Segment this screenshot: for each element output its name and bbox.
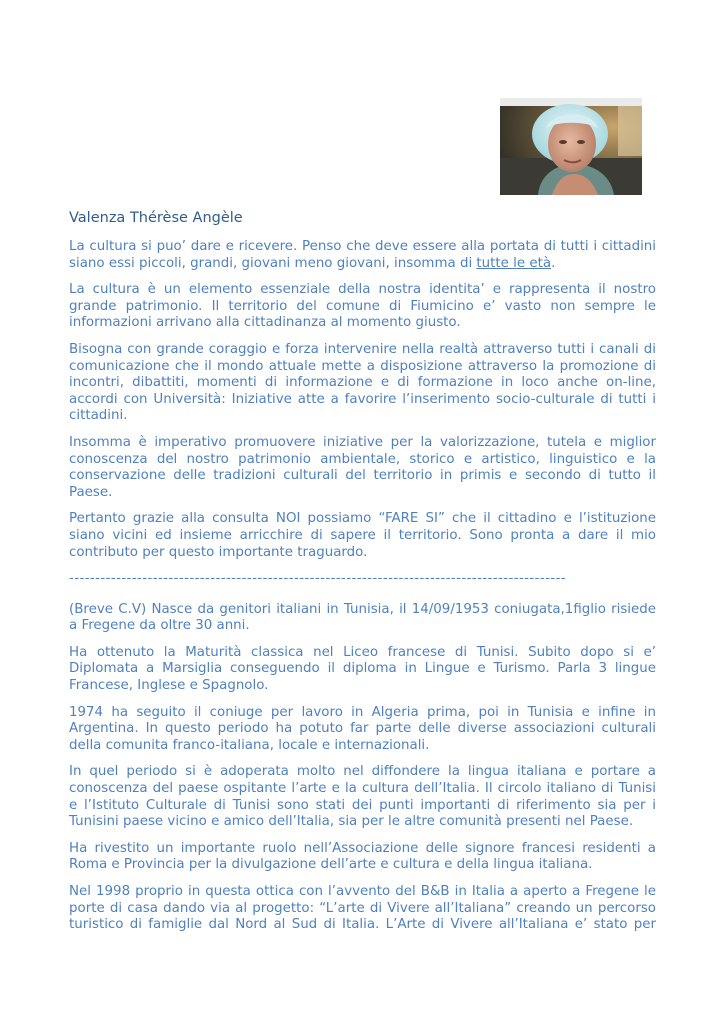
- paragraph-cv-1974: 1974 ha seguito il coniuge per lavoro in Algeria prima, poi in Tunisia e infine in Argentina. In questo periodo ha potuto far parte delle diverse associazioni culturali della comunita franco-italiana, locale e internazionali.: [69, 704, 656, 753]
- paragraph-1: La cultura si puo’ dare e ricevere. Penso che deve essere alla portata di tutti i cittadini siano essi piccoli, grandi, giovani meno giovani, insomma di tutte le età.: [69, 239, 656, 271]
- page-title: Valenza Thérèse Angèle: [69, 210, 243, 226]
- portrait-photo: [500, 98, 642, 195]
- paragraph-cv-1998: Nel 1998 proprio in questa ottica con l’avvento del B&B in Italia a aperto a Fregene le porte di casa dando via al progetto: “L’arte di Vivere all’Italiana” creando un percorso turistico di famiglie dal Nord al Sud di Italia. L’Arte di Vivere all’Italiana e’ stato per: [69, 884, 656, 933]
- paragraph-5: Pertanto grazie alla consulta NOI possiamo “FARE SI” che il cittadino e l’istituzione siano vicini ed insieme arricchire di sapere il territorio. Sono pronta a dare il mio contributo per questo importante traguardo.: [69, 511, 656, 560]
- paragraph-cv-education: Ha ottenuto la Maturità classica nel Liceo francese di Tunisi. Subito dopo si e’ Diplomata a Marsiglia conseguendo il diploma in Lingue e Turismo. Parla 3 lingue Francese, Inglese e Spagnolo.: [69, 644, 656, 694]
- paragraph-4: Insomma è imperativo promuovere iniziative per la valorizzazione, tutela e miglior conoscenza del nostro patrimonio ambientale, storico e artistico, linguistico e la conservazione delle tradizioni culturali del territorio in primis e secondo di tutto il Paese.: [69, 434, 656, 500]
- age-link[interactable]: tutte le età: [476, 255, 552, 271]
- paragraph-cv-association: Ha rivestito un importante ruolo nell’Associazione delle signore francesi residenti a Roma e Provincia per la divulgazione dell’arte e cultura e della lingua italiana.: [69, 840, 656, 873]
- paragraph-2: La cultura è un elemento essenziale della nostra identita’ e rappresenta il nostro grande patrimonio. Il territorio del comune di Fiumicino e’ vasto non sempre le informazioni arrivano alla cittadinanza al momento giusto.: [69, 282, 656, 331]
- separator-line: -----------------------------------------------------------------------------------------------: [69, 571, 567, 587]
- portrait-photo-icon: [500, 98, 642, 195]
- paragraph-3: Bisogna con grande coraggio e forza intervenire nella realtà attraverso tutti i canali di comunicazione che il mondo attuale mette a disposizione attraverso la promozione di incontri, dibattiti, momenti di informazione e di formazione in loco anche on-line, accordi con Università: Iniziative atte a favorire l’inserimento socio-culturale di tutti i cittadini.: [69, 341, 656, 424]
- paragraph-cv-culture: In quel periodo si è adoperata molto nel diffondere la lingua italiana e portare a conoscenza del paese ospitante l’arte e la cultura dell’Italia. Il circolo italiano di Tunisi e l’Istituto Culturale di Tunisi sono stati dei punti importanti di riferimento sia per i Tunisini paese vicino e amico dell’Italia, sia per le altre comunità presenti nel Paese.: [69, 764, 656, 830]
- paragraph-cv-intro: (Breve C.V) Nasce da genitori italiani in Tunisia, il 14/09/1953 coniugata,1figlio risiede a Fregene da oltre 30 anni.: [69, 601, 656, 634]
- document-body: [69, 208, 656, 944]
